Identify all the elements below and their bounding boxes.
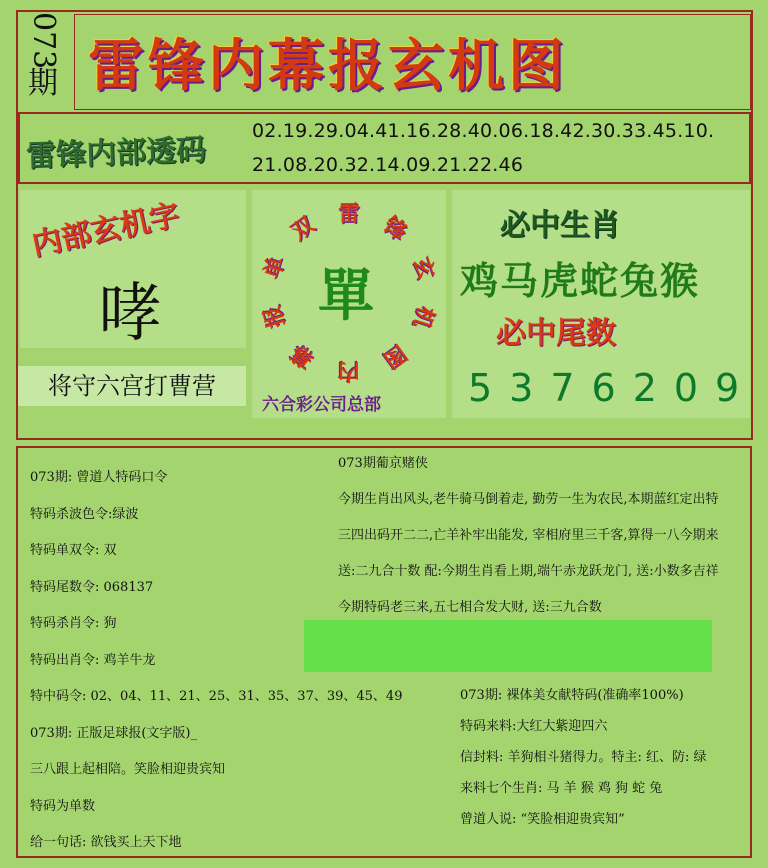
numbers-line-2: 21.08.20.32.14.09.21.22.46 xyxy=(252,154,524,176)
ring-character: 图 xyxy=(378,339,412,373)
tail-label: 必中尾数 xyxy=(496,316,616,351)
text-line: 给一句话: 欲钱买上天下地 xyxy=(30,835,182,850)
text-line: 特码尾数令: 068137 xyxy=(30,579,154,595)
zodiac-label: 必中生肖 xyxy=(500,208,620,243)
text-line: 特码单双令: 双 xyxy=(30,543,117,558)
numbers-line-1: 02.19.29.04.41.16.28.40.06.18.42.30.33.45.10. xyxy=(252,120,715,142)
text-line: 信封料: 羊狗相斗猪得力。特主: 红、防: 绿 xyxy=(460,750,707,765)
text-line: 送:二九合十数 配:今期生肖看上期,端午赤龙跃龙门, 送:小数多吉祥 xyxy=(338,564,719,579)
ring-character: 玄 xyxy=(407,253,440,283)
text-line: 来料七个生肖: 马 羊 猴 鸡 狗 蛇 兔 xyxy=(460,781,663,796)
left-panel-label: 内部玄机字 xyxy=(28,197,183,264)
text-line: 曾道人说: “笑脸相迎贵宾知” xyxy=(460,812,625,827)
tail-digits: 5376209 xyxy=(468,366,757,410)
ring-character: 雷 xyxy=(338,201,361,227)
ring-character: 报 xyxy=(258,302,291,332)
text-line: 特码出肖令: 鸡羊牛龙 xyxy=(30,652,156,668)
ring-character: 机 xyxy=(407,302,440,332)
text-line: 073期葡京赌侠 xyxy=(338,456,428,471)
text-line: 特码杀肖令: 狗 xyxy=(30,616,117,631)
text-line: 三八跟上起相陪。笑脸相迎贵宾知 xyxy=(30,762,226,777)
issue-suffix: 期 xyxy=(28,66,58,102)
center-character: 單 xyxy=(318,263,374,329)
ring-character: 双 xyxy=(286,211,320,246)
zodiac-list: 鸡马虎蛇兔猴 xyxy=(460,258,701,303)
text-line: 三四出码开二二,亡羊补牢出能发, 宰相府里三千客,算得一八今期来 xyxy=(338,528,719,543)
text-line: 特码来料:大红大紫迎四六 xyxy=(460,719,608,734)
ring-character: 单 xyxy=(258,253,291,283)
issue-number-value: 073 xyxy=(26,12,61,70)
ring-character: 内 xyxy=(338,358,361,384)
ring-character: 幕 xyxy=(286,339,320,373)
text-line: 特码为单数 xyxy=(30,798,96,814)
left-bar-text: 将守六宫打曹营 xyxy=(18,366,246,406)
text-line: 073期: 曾道人特码口令 xyxy=(30,470,168,485)
text-line: 特码杀波色令:绿波 xyxy=(30,506,139,522)
issue-number xyxy=(26,12,68,102)
text-line: 073期: 裸体美女献特码(准确率100%) xyxy=(460,688,684,703)
text-line: 特中码令: 02、04、11、21、25、31、35、37、39、45、49 xyxy=(30,689,403,704)
text-line: 073期: 正版足球报(文字版)_ xyxy=(30,725,197,741)
ring-character: 锋 xyxy=(378,211,412,246)
center-footer: 六合彩公司总部 xyxy=(262,395,381,415)
text-line: 今期生肖出风头,老牛骑马倒着走, 勤劳一生为农民,本期蓝红定出特 xyxy=(338,492,719,507)
green-block xyxy=(304,620,712,672)
numbers-label: 雷锋内部透码 xyxy=(25,132,207,175)
text-line: 今期特码老三来,五七相合发大财, 送:三九合数 xyxy=(338,600,602,615)
page-title: 雷锋内幕报玄机图 xyxy=(88,33,568,99)
mystery-character: 哮 xyxy=(98,277,162,351)
